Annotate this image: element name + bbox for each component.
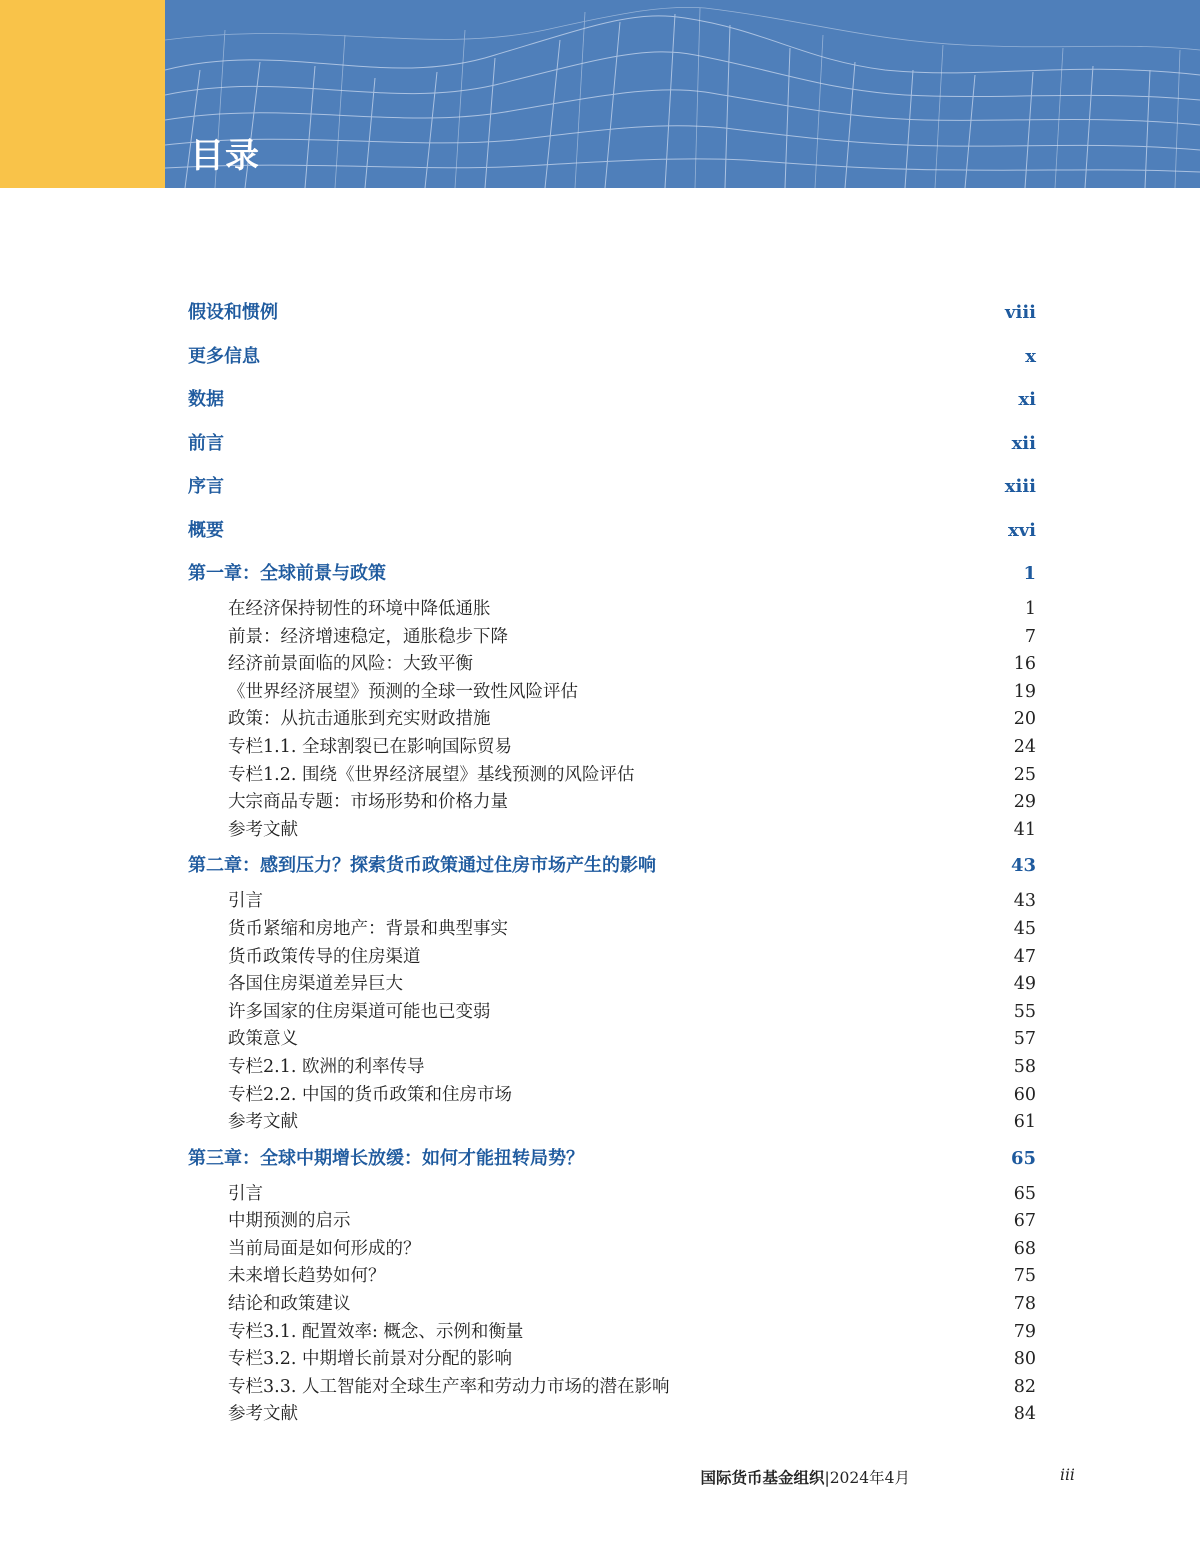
footer-publisher [700, 1466, 910, 1488]
toc-entry-title: 参考文献 [228, 819, 298, 840]
toc-entry-title: 在经济保持韧性的环境中降低通胀 [228, 599, 491, 619]
toc-entry-page: 67 [1013, 1211, 1036, 1232]
toc-front-entry[interactable] [188, 385, 1036, 429]
toc-section-entry[interactable] [188, 650, 1036, 678]
toc-entry-title: 第二章：感到压力？探索货币政策通过住房市场产生的影响 [188, 855, 656, 877]
toc-entry-page: 29 [1013, 792, 1036, 813]
toc-section-entry[interactable] [188, 1207, 1036, 1235]
toc-entry-title: 概要 [188, 519, 224, 541]
footer-separator: | [824, 1469, 830, 1487]
toc-entry-title: 专栏3.2. 中期增长前景对分配的影响 [228, 1349, 512, 1370]
toc-entry-page: 1 [1023, 563, 1036, 584]
table-of-contents [188, 298, 1036, 1436]
toc-section-entry[interactable] [188, 1081, 1036, 1109]
toc-entry-title: 参考文献 [228, 1404, 298, 1425]
toc-section-entry[interactable] [188, 1108, 1036, 1136]
toc-entry-title: 专栏2.1. 欧洲的利率传导 [228, 1056, 425, 1077]
toc-entry-title: 未来增长趋势如何？ [228, 1266, 386, 1287]
toc-entry-page: 84 [1013, 1404, 1036, 1425]
page-footer [0, 1466, 1200, 1490]
toc-section-entry[interactable] [188, 623, 1036, 651]
toc-entry-page: xii [1011, 432, 1036, 454]
toc-section-entry[interactable] [188, 705, 1036, 733]
toc-entry-page: 25 [1013, 764, 1036, 785]
toc-entry-page: 41 [1013, 819, 1036, 840]
footer-page-number: iii [1060, 1466, 1075, 1484]
toc-entry-title: 经济前景面临的风险：大致平衡 [228, 654, 473, 675]
toc-entry-page: 79 [1013, 1321, 1036, 1342]
toc-entry-title: 专栏3.3. 人工智能对全球生产率和劳动力市场的潜在影响 [228, 1376, 670, 1397]
toc-section-entry[interactable] [188, 1180, 1036, 1208]
toc-entry-title: 专栏2.2. 中国的货币政策和住房市场 [228, 1084, 512, 1105]
header-accent-block [0, 0, 165, 188]
toc-entry-page: 47 [1013, 946, 1036, 967]
toc-entry-page: 55 [1013, 1001, 1036, 1022]
toc-entry-page: 80 [1013, 1349, 1036, 1370]
toc-front-matter [188, 298, 1036, 559]
toc-entry-page: 58 [1013, 1056, 1036, 1077]
toc-entry-page: 43 [1010, 855, 1036, 877]
toc-entry-page: 82 [1013, 1376, 1036, 1397]
toc-entry-title: 中期预测的启示 [228, 1211, 351, 1232]
toc-section-entry[interactable] [188, 761, 1036, 789]
toc-entry-title: 结论和政策建议 [228, 1294, 351, 1315]
toc-entry-page: 68 [1013, 1238, 1036, 1259]
toc-entry-title: 引言 [228, 1183, 263, 1204]
toc-entry-title: 货币紧缩和房地产：背景和典型事实 [228, 918, 508, 939]
toc-entry-title: 当前局面是如何形成的？ [228, 1238, 421, 1259]
toc-entry-page: 19 [1013, 681, 1036, 702]
toc-entry-page: 20 [1013, 709, 1036, 730]
toc-chapter-sections [188, 887, 1036, 1135]
toc-entry-page: 49 [1013, 974, 1036, 995]
toc-section-entry[interactable] [188, 1053, 1036, 1081]
toc-section-entry[interactable] [188, 943, 1036, 971]
toc-entry-title: 各国住房渠道差异巨大 [228, 974, 403, 995]
toc-entry-title: 专栏3.1. 配置效率: 概念、示例和衡量 [228, 1321, 524, 1342]
toc-entry-title: 引言 [228, 891, 263, 912]
toc-section-entry[interactable] [188, 788, 1036, 816]
toc-entry-page: 16 [1013, 654, 1036, 675]
toc-entry-page: xvi [1007, 519, 1036, 541]
toc-front-entry[interactable] [188, 429, 1036, 473]
toc-section-entry[interactable] [188, 595, 1036, 623]
toc-entry-title: 第三章：全球中期增长放缓：如何才能扭转局势？ [188, 1147, 584, 1169]
toc-entry-page: x [1025, 345, 1036, 367]
toc-section-entry[interactable] [188, 998, 1036, 1026]
toc-entry-title: 许多国家的住房渠道可能也已变弱 [228, 1001, 491, 1022]
toc-entry-page: xi [1018, 389, 1036, 410]
toc-section-entry[interactable] [188, 733, 1036, 761]
toc-entry-page: xiii [1004, 476, 1036, 497]
toc-entry-title: 第一章：全球前景与政策 [188, 563, 386, 584]
toc-entry-page: 45 [1013, 918, 1036, 939]
toc-entry-title: 数据 [188, 389, 224, 410]
toc-chapter-sections [188, 595, 1036, 843]
toc-chapter-heading[interactable] [188, 851, 1036, 887]
toc-entry-page: 75 [1013, 1266, 1036, 1287]
toc-entry-title: 政策意义 [228, 1029, 298, 1050]
toc-section-entry[interactable] [188, 887, 1036, 915]
toc-entry-title: 《世界经济展望》预测的全球一致性风险评估 [228, 681, 578, 702]
page-title: 目录 [190, 136, 260, 176]
toc-entry-title: 专栏1.1. 全球割裂已在影响国际贸易 [228, 736, 512, 757]
toc-front-entry[interactable] [188, 342, 1036, 386]
toc-entry-page: 7 [1024, 626, 1036, 647]
toc-section-entry[interactable] [188, 915, 1036, 943]
toc-entry-page: 60 [1013, 1084, 1036, 1105]
toc-section-entry[interactable] [188, 1373, 1036, 1401]
toc-entry-page: 78 [1013, 1294, 1036, 1315]
toc-chapter-heading[interactable] [188, 559, 1036, 595]
toc-entry-page: 57 [1013, 1029, 1036, 1050]
toc-entry-title: 专栏1.2. 围绕《世界经济展望》基线预测的风险评估 [228, 764, 635, 785]
toc-entry-title: 前景：经济增速稳定，通胀稳步下降 [228, 626, 508, 647]
toc-entry-title: 序言 [188, 476, 224, 497]
toc-section-entry[interactable] [188, 1025, 1036, 1053]
toc-entry-title: 参考文献 [228, 1112, 298, 1133]
toc-section-entry[interactable] [188, 1262, 1036, 1290]
toc-section-entry[interactable] [188, 970, 1036, 998]
toc-entry-title: 货币政策传导的住房渠道 [228, 946, 421, 967]
toc-entry-title: 政策：从抗击通胀到充实财政措施 [228, 709, 491, 730]
toc-entry-page: 1 [1024, 599, 1036, 619]
toc-front-entry[interactable] [188, 472, 1036, 516]
footer-date: 2024年4月 [829, 1469, 910, 1487]
toc-entry-page: 43 [1013, 891, 1036, 912]
toc-front-entry[interactable] [188, 298, 1036, 342]
toc-entry-title: 大宗商品专题：市场形势和价格力量 [228, 792, 508, 813]
toc-section-entry[interactable] [188, 1235, 1036, 1263]
toc-entry-page: 61 [1013, 1112, 1036, 1133]
toc-front-entry[interactable] [188, 516, 1036, 560]
toc-entry-title: 假设和惯例 [188, 302, 278, 323]
toc-chapter-heading[interactable] [188, 1144, 1036, 1180]
footer-org-name: 国际货币基金组织 [700, 1469, 825, 1487]
toc-section-entry[interactable] [188, 1290, 1036, 1318]
toc-chapters [188, 559, 1036, 1428]
toc-section-entry[interactable] [188, 1345, 1036, 1373]
toc-entry-title: 前言 [188, 432, 224, 454]
toc-entry-title: 更多信息 [188, 345, 260, 367]
toc-entry-page: viii [1005, 302, 1036, 323]
toc-chapter-sections [188, 1180, 1036, 1428]
toc-entry-page: 24 [1013, 736, 1036, 757]
toc-section-entry[interactable] [188, 1400, 1036, 1428]
wireframe-landscape-graphic [165, 0, 1200, 188]
toc-section-entry[interactable] [188, 678, 1036, 706]
toc-section-entry[interactable] [188, 1318, 1036, 1346]
toc-entry-page: 65 [1013, 1183, 1036, 1204]
toc-entry-page: 65 [1010, 1147, 1036, 1169]
toc-section-entry[interactable] [188, 816, 1036, 844]
